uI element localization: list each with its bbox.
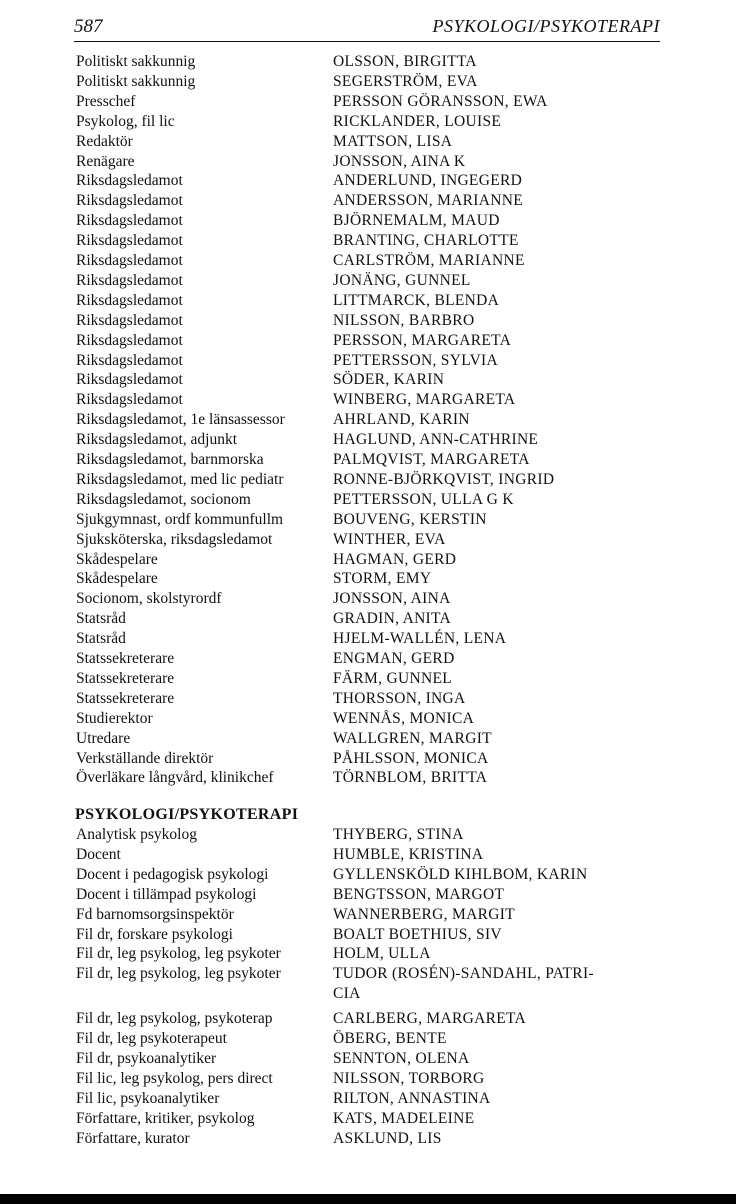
- entry-name: ÖBERG, BENTE: [333, 1030, 447, 1047]
- entry-name: STORM, EMY: [333, 570, 432, 588]
- entry-name: JONSSON, AINA: [333, 590, 451, 608]
- directory-entry: [0, 845, 736, 865]
- entry-title: Sjukgymnast, ordf kommunfullm: [76, 510, 284, 528]
- entry-title: Fd barnomsorgsinspektör: [76, 905, 234, 923]
- entry-title: Fil lic, psykoanalytiker: [76, 1089, 220, 1107]
- entry-title: Fil dr, leg psykolog, leg psykoter: [76, 945, 281, 963]
- entry-name: KATS, MADELEINE: [333, 1109, 475, 1127]
- directory-entry: [0, 905, 736, 925]
- entry-title: Riksdagsledamot: [76, 172, 183, 190]
- entry-name: GYLLENSKÖLD KIHLBOM, KARIN: [333, 865, 588, 883]
- entry-title: Riksdagsledamot: [76, 271, 183, 289]
- directory-entry: [0, 925, 736, 945]
- entry-name: ANDERLUND, INGEGERD: [333, 172, 523, 190]
- entry-name: PERSSON GÖRANSSON, EWA: [333, 92, 548, 110]
- entry-title: Riksdagsledamot: [76, 331, 183, 349]
- entry-name: NILSSON, BARBRO: [333, 311, 475, 329]
- entry-title: Presschef: [76, 92, 136, 110]
- entry-name: WENNÅS, MONICA: [333, 709, 475, 727]
- directory-entry: [0, 72, 736, 92]
- entry-title: Renägare: [76, 152, 135, 170]
- entry-title: Riksdagsledamot: [76, 232, 183, 250]
- entry-title: Riksdagsledamot: [76, 391, 183, 409]
- entry-name: MATTSON, LISA: [333, 132, 453, 150]
- entry-name: PÅHLSSON, MONICA: [333, 749, 489, 767]
- entry-name: SÖDER, KARIN: [333, 371, 445, 389]
- entry-name: FÄRM, GUNNEL: [333, 669, 452, 687]
- entry-title: Riksdagsledamot: [76, 192, 183, 210]
- entry-name: JONÄNG, GUNNEL: [333, 271, 471, 289]
- entry-title: Docent i tillämpad psykologi: [76, 885, 257, 903]
- entry-title: Statssekreterare: [76, 650, 175, 667]
- directory-entry: [0, 749, 736, 769]
- directory-entry: [0, 1069, 736, 1089]
- directory-entry: [0, 112, 736, 132]
- entry-name: ANDERSSON, MARIANNE: [333, 192, 523, 210]
- directory-entry: [0, 649, 736, 669]
- directory-entry: [0, 825, 736, 845]
- entry-name: OLSSON, BIRGITTA: [333, 53, 477, 70]
- directory-entry: [0, 171, 736, 191]
- directory-entry: [0, 251, 736, 271]
- section-heading: PSYKOLOGI/PSYKOTERAPI: [75, 806, 299, 823]
- directory-entry: [0, 569, 736, 589]
- entry-title: Docent: [76, 845, 121, 863]
- entry-title: Fil dr, psykoanalytiker: [76, 1049, 217, 1067]
- directory-entry: [0, 450, 736, 470]
- entry-name: BJÖRNEMALM, MAUD: [333, 212, 500, 230]
- directory-entry: [0, 351, 736, 371]
- entry-title: Redaktör: [76, 132, 133, 150]
- directory-entry: [0, 1009, 736, 1029]
- directory-entry-continuation: [0, 984, 736, 1004]
- scan-edge-bar: [0, 1194, 736, 1204]
- entry-title: Riksdagsledamot, med lic pediatr: [76, 470, 284, 488]
- directory-entry: [0, 52, 736, 72]
- directory-entry: [0, 510, 736, 530]
- entry-name: WINTHER, EVA: [333, 530, 446, 548]
- entry-name: BOALT BOETHIUS, SIV: [333, 925, 502, 943]
- directory-entry: [0, 152, 736, 172]
- entry-title: Fil dr, forskare psykologi: [76, 925, 233, 943]
- entry-name: BENGTSSON, MARGOT: [333, 885, 505, 903]
- directory-entry: [0, 370, 736, 390]
- directory-entry: [0, 589, 736, 609]
- entry-title: Socionom, skolstyrordf: [76, 590, 222, 608]
- entry-title: Analytisk psykolog: [76, 826, 197, 843]
- directory-entry: [0, 689, 736, 709]
- entry-title: Överläkare långvård, klinikchef: [76, 769, 274, 787]
- entry-name: RILTON, ANNASTINA: [333, 1089, 491, 1107]
- entry-name: WANNERBERG, MARGIT: [333, 905, 515, 923]
- entry-name: PETTERSSON, ULLA G K: [333, 490, 514, 508]
- entry-title: Riksdagsledamot: [76, 291, 183, 309]
- entry-title: Sjuksköterska, riksdagsledamot: [76, 530, 273, 548]
- directory-entry: [0, 629, 736, 649]
- entry-title: Riksdagsledamot: [76, 351, 183, 369]
- directory-entry: [0, 331, 736, 351]
- entry-title: Studierektor: [76, 709, 153, 727]
- entry-name: RONNE-BJÖRKQVIST, INGRID: [333, 470, 555, 488]
- entry-title: Riksdagsledamot: [76, 311, 183, 329]
- directory-entry: [0, 1109, 736, 1129]
- entry-name: LITTMARCK, BLENDA: [333, 291, 500, 309]
- entry-name: SEGERSTRÖM, EVA: [333, 72, 478, 90]
- entry-name: HJELM-WALLÉN, LENA: [333, 630, 507, 648]
- entry-title: Politiskt sakkunnig: [76, 53, 196, 70]
- directory-entry: [0, 669, 736, 689]
- directory-entry: [0, 410, 736, 430]
- directory-entry: [0, 944, 736, 964]
- entry-name: TÖRNBLOM, BRITTA: [333, 769, 488, 787]
- header-rule: [74, 41, 660, 42]
- entry-name: HAGMAN, GERD: [333, 550, 457, 568]
- directory-entry: [0, 470, 736, 490]
- directory-entry: [0, 430, 736, 450]
- entry-title: Politiskt sakkunnig: [76, 72, 196, 90]
- entry-name: RICKLANDER, LOUISE: [333, 112, 502, 130]
- directory-entry: [0, 550, 736, 570]
- entry-name: PETTERSSON, SYLVIA: [333, 351, 499, 369]
- directory-entry: [0, 390, 736, 410]
- directory-entry: [0, 490, 736, 510]
- entry-name: WINBERG, MARGARETA: [333, 391, 516, 409]
- entry-title: Fil dr, leg psykoterapeut: [76, 1030, 227, 1047]
- directory-entry: [0, 964, 736, 984]
- directory-entry: [0, 211, 736, 231]
- directory-entry: [0, 291, 736, 311]
- directory-entry: [0, 729, 736, 749]
- entry-title: Riksdagsledamot: [76, 371, 183, 389]
- directory-entry: [0, 865, 736, 885]
- entry-name: AHRLAND, KARIN: [333, 411, 470, 429]
- entry-name: BRANTING, CHARLOTTE: [333, 232, 519, 250]
- directory-entry: [0, 1049, 736, 1069]
- directory-entry: [0, 191, 736, 211]
- entry-name: THORSSON, INGA: [333, 689, 466, 707]
- entry-name: HUMBLE, KRISTINA: [333, 845, 484, 863]
- entry-title: Fil dr, leg psykolog, leg psykoter: [76, 965, 281, 983]
- entry-name: JONSSON, AINA K: [333, 152, 466, 170]
- entry-name: PALMQVIST, MARGARETA: [333, 451, 530, 468]
- directory-entry: [0, 709, 736, 729]
- entry-name: CARLSTRÖM, MARIANNE: [333, 252, 525, 269]
- entry-title: Riksdagsledamot: [76, 212, 183, 230]
- directory-entry: [0, 530, 736, 550]
- entry-title: Riksdagsledamot: [76, 252, 183, 269]
- entry-name-continuation: CIA: [333, 985, 361, 1003]
- entry-title: Riksdagsledamot, barnmorska: [76, 451, 264, 468]
- entry-name: ENGMAN, GERD: [333, 650, 455, 667]
- entry-title: Statssekreterare: [76, 689, 175, 707]
- entry-title: Riksdagsledamot, socionom: [76, 490, 251, 508]
- entry-name: GRADIN, ANITA: [333, 610, 452, 628]
- entry-title: Docent i pedagogisk psykologi: [76, 865, 269, 883]
- entry-name: TUDOR (ROSÉN)-SANDAHL, PATRI-: [333, 965, 594, 983]
- directory-entry: [0, 609, 736, 629]
- directory-entry: [0, 885, 736, 905]
- entry-title: Fil dr, leg psykolog, psykoterap: [76, 1010, 273, 1028]
- directory-entry: [0, 311, 736, 331]
- running-title: PSYKOLOGI/PSYKOTERAPI: [432, 16, 660, 36]
- entry-name: THYBERG, STINA: [333, 826, 464, 843]
- entry-title: Skådespelare: [76, 550, 158, 568]
- entry-name: NILSSON, TORBORG: [333, 1069, 485, 1087]
- entry-title: Verkställande direktör: [76, 749, 214, 767]
- entry-title: Författare, kurator: [76, 1129, 190, 1147]
- entry-title: Skådespelare: [76, 570, 158, 588]
- entry-title: Statsråd: [76, 610, 126, 628]
- directory-entry: [0, 92, 736, 112]
- directory-entry: [0, 1029, 736, 1049]
- page-number: 587: [74, 16, 103, 37]
- entry-name: PERSSON, MARGARETA: [333, 331, 512, 349]
- page-header: [74, 14, 660, 42]
- entry-title: Utredare: [76, 729, 131, 747]
- directory-entry: [0, 1129, 736, 1149]
- entry-title: Statssekreterare: [76, 669, 175, 687]
- directory-entry: [0, 132, 736, 152]
- entry-name: SENNTON, OLENA: [333, 1049, 470, 1067]
- entry-title: Författare, kritiker, psykolog: [76, 1109, 255, 1127]
- entry-name: BOUVENG, KERSTIN: [333, 510, 487, 528]
- directory-entry: [0, 1089, 736, 1109]
- directory-entry: [0, 231, 736, 251]
- entry-name: WALLGREN, MARGIT: [333, 729, 492, 747]
- entry-name: HAGLUND, ANN-CATHRINE: [333, 431, 539, 449]
- directory-entry: [0, 768, 736, 788]
- entry-title: Psykolog, fil lic: [76, 112, 175, 130]
- entry-name: HOLM, ULLA: [333, 945, 431, 963]
- entry-title: Fil lic, leg psykolog, pers direct: [76, 1069, 273, 1087]
- entry-title: Riksdagsledamot, 1e länsassessor: [76, 411, 285, 429]
- entry-name: CARLBERG, MARGARETA: [333, 1010, 527, 1028]
- entry-title: Riksdagsledamot, adjunkt: [76, 431, 238, 449]
- entry-name: ASKLUND, LIS: [333, 1129, 442, 1147]
- directory-entry: [0, 271, 736, 291]
- entry-title: Statsråd: [76, 630, 126, 648]
